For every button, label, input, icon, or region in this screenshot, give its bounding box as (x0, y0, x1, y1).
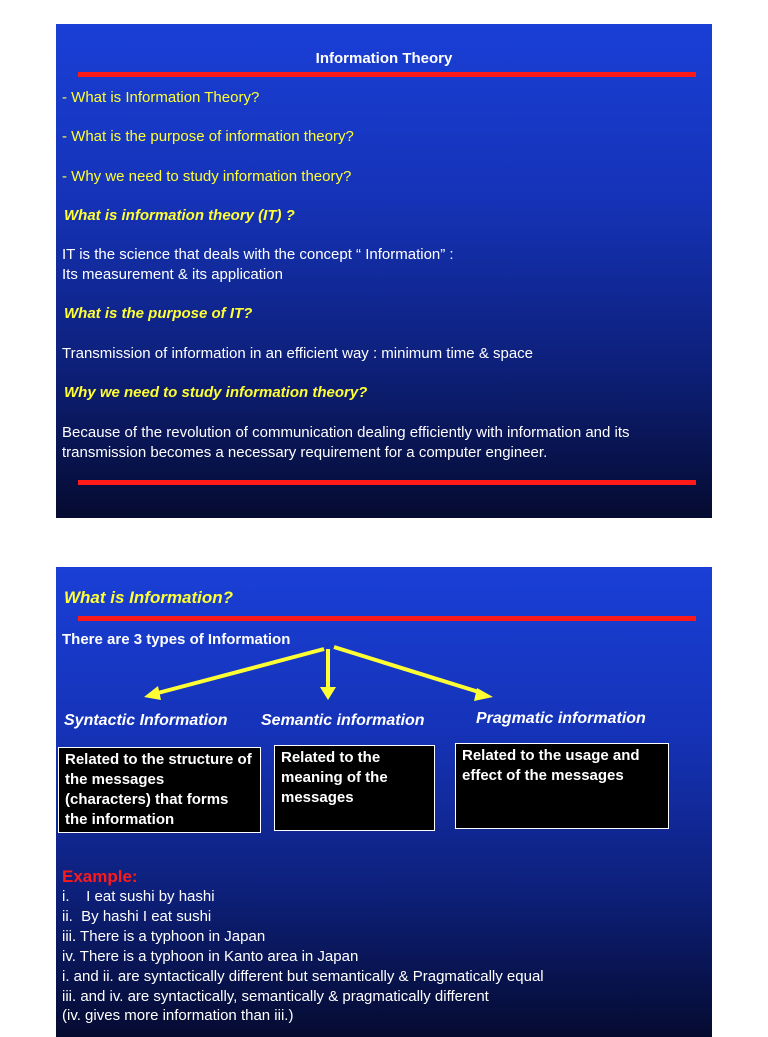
type-label-semantic: Semantic information (261, 712, 425, 729)
example-line: ii. By hashi I eat sushi (62, 908, 212, 925)
type-description-semantic: Related to the meaning of the messages (274, 745, 435, 831)
example-heading: Example: (62, 867, 138, 886)
section-heading: What is the purpose of IT? (64, 305, 253, 322)
type-description-syntactic: Related to the structure of the messages (characters) that forms the information (58, 747, 261, 833)
example-line: (iv. gives more information than iii.) (62, 1007, 294, 1024)
arrow-to-pragmatic (334, 647, 493, 701)
arrow-to-semantic (320, 649, 336, 700)
answer-text: Transmission of information in an efficient way : minimum time & space (62, 345, 534, 362)
title-divider (78, 72, 696, 77)
example-line: iv. There is a typhoon in Kanto area in Japan (62, 948, 359, 965)
answer-text: Because of the revolution of communication dealing efficiently with information and its (62, 424, 630, 441)
slide-information-theory (56, 24, 712, 518)
arrow-to-syntactic (144, 649, 324, 700)
example-line: i. and ii. are syntactically different but semantically & Pragmatically equal (62, 968, 544, 985)
slide-what-is-information (56, 567, 712, 1037)
intro-text: There are 3 types of Information (62, 631, 291, 648)
example-line: iii. There is a typhoon in Japan (62, 928, 266, 945)
type-label-syntactic: Syntactic Information (64, 712, 228, 729)
section-heading: What is information theory (IT) ? (64, 207, 295, 224)
slide-title: What is Information? (64, 588, 234, 607)
answer-text: IT is the science that deals with the concept “ Information” : (62, 246, 454, 263)
slide-title: Information Theory (315, 50, 453, 67)
branch-arrows (56, 567, 712, 727)
example-line: iii. and iv. are syntactically, semantically & pragmatically different (62, 988, 489, 1005)
type-label-pragmatic: Pragmatic information (476, 710, 646, 727)
question-item: - What is Information Theory? (62, 89, 260, 106)
example-line: i. I eat sushi by hashi (62, 888, 215, 905)
answer-text: transmission becomes a necessary requirement for a computer engineer. (62, 444, 548, 461)
section-heading: Why we need to study information theory? (64, 384, 368, 401)
question-item: - Why we need to study information theory? (62, 168, 352, 185)
bottom-divider (78, 480, 696, 485)
type-description-pragmatic: Related to the usage and effect of the messages (455, 743, 669, 829)
question-item: - What is the purpose of information theory? (62, 128, 354, 145)
answer-text: Its measurement & its application (62, 266, 283, 283)
